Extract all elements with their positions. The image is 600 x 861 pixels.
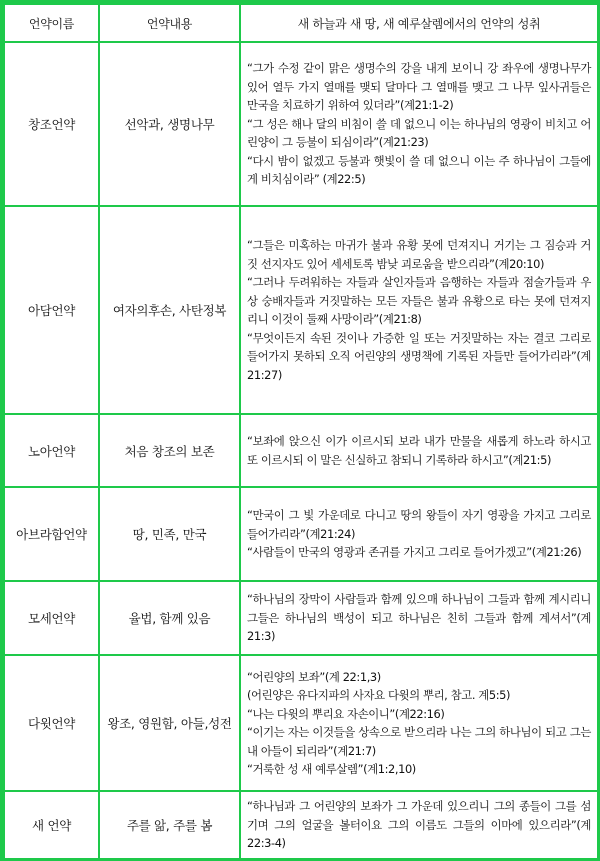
table-row: [4, 206, 598, 414]
verse-text: “어린양의 보좌”(계 22:1,3): [247, 669, 381, 684]
fulfillment-verses: [240, 581, 598, 655]
covenant-name: 창조언약: [4, 42, 99, 206]
covenant-content: 주를 앎, 주를 봄: [99, 791, 240, 859]
table-row: [4, 791, 598, 859]
fulfillment-verses: [240, 487, 598, 581]
verse-text: “하나님과 그 어린양의 보좌가 그 가운데 있으리니 그의 종들이 그를 섬기며 그의 얼굴을 볼터이요 그의 이름도 그들의 이마에 있으리라”(계22:3-4): [247, 799, 591, 851]
verse-text: “그들은 미혹하는 마귀가 불과 유황 못에 던져지니 거기는 그 짐승과 거짓 선지자도 있어 세세토록 밤낮 괴로움을 받으리라”(계20:10): [247, 238, 591, 271]
fulfillment-verses: [240, 42, 598, 206]
header-fulfillment: 새 하늘과 새 땅, 새 예루살렘에서의 언약의 성취: [240, 4, 598, 42]
covenant-content: 처음 창조의 보존: [99, 414, 240, 487]
verse-text: “나는 다윗의 뿌리요 자손이니”(계22:16): [247, 706, 445, 721]
verse-text: (어린양은 유다지파의 사자요 다윗의 뿌리, 참고. 계5:5): [247, 688, 511, 702]
covenant-name: 다윗언약: [4, 655, 99, 791]
verse-text: “그 성은 해나 달의 비침이 쓸 데 없으니 이는 하나님의 영광이 비치고 어린양이 그 등불이 되심이라”(계21:23): [247, 116, 591, 150]
verse-text: “하나님의 장막이 사람들과 함께 있으매 하나님이 그들과 함께 계시리니 그들은 하나님의 백성이 되고 하나님은 친히 그들과 함께 계셔서”(계21:3): [247, 592, 591, 644]
fulfillment-verses: [240, 791, 598, 859]
table-row: [4, 581, 598, 655]
covenant-content: 율법, 함께 있음: [99, 581, 240, 655]
verse-text: “무엇이든지 속된 것이나 가증한 일 또는 거짓말하는 자는 결코 그리로 들어가지 못하되 오직 어린양의 생명책에 기록된 자들만 들어가리라”(계21:27): [247, 330, 591, 382]
verse-text: “이기는 자는 이것들을 상속으로 받으리라 나는 그의 하나님이 되고 그는 내 아들이 되리라”(계21:7): [247, 725, 591, 758]
table-header-row: [4, 4, 598, 42]
table-row: [4, 655, 598, 791]
covenant-name: 새 언약: [4, 791, 99, 859]
covenant-content: 땅, 민족, 만국: [99, 487, 240, 581]
fulfillment-verses: [240, 655, 598, 791]
table-row: [4, 42, 598, 206]
fulfillment-verses: [240, 206, 598, 414]
covenant-name: 아담언약: [4, 206, 99, 414]
covenant-name: 노아언약: [4, 414, 99, 487]
verse-text: “사람들이 만국의 영광과 존귀를 가지고 그리로 들어가겠고”(계21:26): [247, 545, 582, 560]
table-row: [4, 414, 598, 487]
table-row: [4, 487, 598, 581]
verse-text: “그러나 두려워하는 자들과 살인자들과 음행하는 자들과 점술가들과 우상 숭배자들과 거짓말하는 모든 자들은 불과 유황으로 타는 못에 던져지리니 이것이 둘째 사망이라”(계21:8): [247, 275, 591, 326]
covenant-content: 선악과, 생명나무: [99, 42, 240, 206]
covenant-content: 왕조, 영원함, 아들,성전: [99, 655, 240, 791]
fulfillment-verses: [240, 414, 598, 487]
verse-text: “그가 수정 같이 맑은 생명수의 강을 내게 보이니 강 좌우에 생명나무가 있어 열두 가지 열매를 맺되 달마다 그 열매를 맺고 그 나무 잎사귀들은 만국을 치료하기 위하여 있더라”(계21:1-2): [247, 61, 591, 113]
verse-text: “다시 밤이 없겠고 등불과 햇빛이 쓸 데 없으니 이는 주 하나님이 그들에게 비치심이라” (계22:5): [247, 153, 591, 187]
header-covenant-name: 언약이름: [4, 4, 99, 42]
covenant-name: 아브라함언약: [4, 487, 99, 581]
header-covenant-content: 언약내용: [99, 4, 240, 42]
covenant-name: 모세언약: [4, 581, 99, 655]
verse-text: “보좌에 앉으신 이가 이르시되 보라 내가 만물을 새롭게 하노라 하시고 또 이르시되 이 말은 신실하고 참되니 기록하라 하시고”(계21:5): [247, 434, 591, 467]
verse-text: “거룩한 성 새 예루살렘”(계1:2,10): [247, 762, 416, 776]
covenant-table: [3, 3, 599, 860]
covenant-content: 여자의후손, 사탄정복: [99, 206, 240, 414]
verse-text: “만국이 그 빛 가운데로 다니고 땅의 왕들이 자기 영광을 가지고 그리로 들어가리라”(계21:24): [247, 508, 591, 541]
